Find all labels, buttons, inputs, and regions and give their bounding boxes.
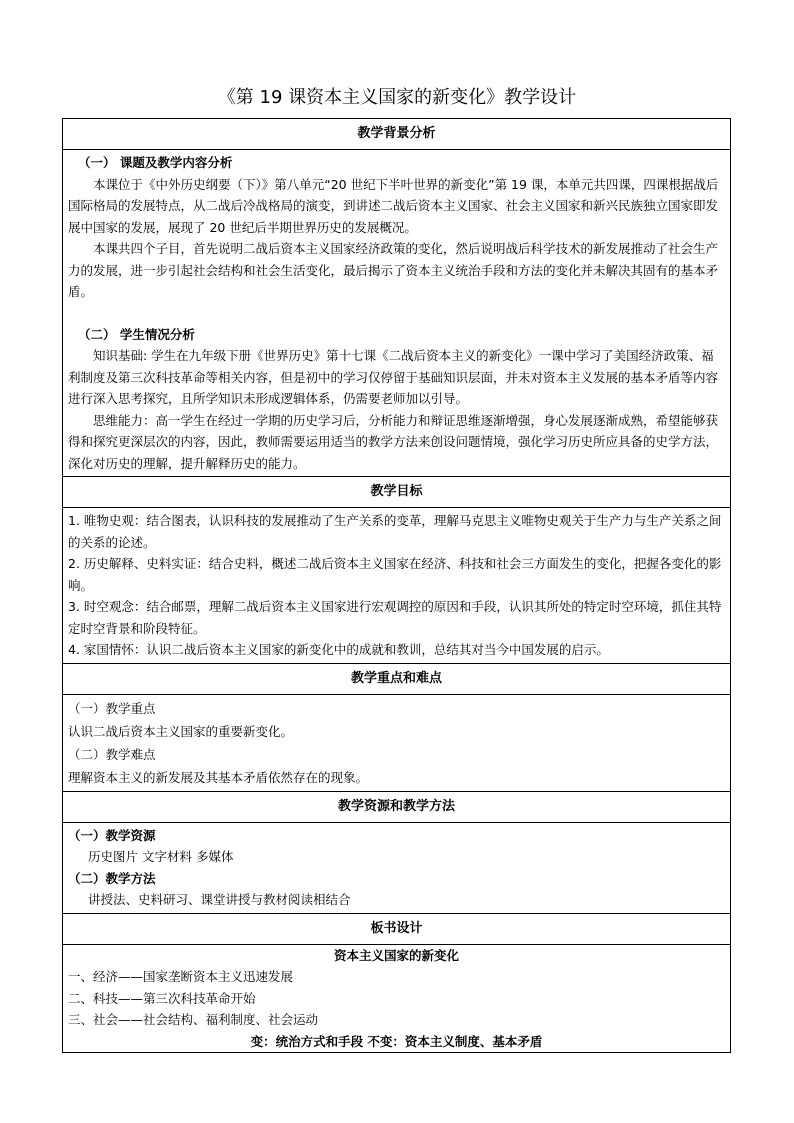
paragraph-knowledge-base: 知识基础: 学生在九年级下册《世界历史》第十七课《二战后资本主义的新变化》一课中学习了美国经济政策、福利制度及第三次科技革命等相关内容，但是初中的学习仅停留于基础知识层面，并未对资本主义发展的基本矛盾等内容进行深入思考探究，且所学知识未形成逻辑体系，仍需要老师加以引导。 <box>68 348 719 406</box>
key-point-text: 认识二战后资本主义国家的重要新变化。 <box>68 723 294 739</box>
resources-text: 历史图片 文字材料 多媒体 <box>88 849 234 864</box>
paragraph-thinking-ability: 思维能力：高一学生在经过一学期的历史学习后，分析能力和辩证思维逐渐增强，身心发展逐渐成熟，希望能够获得和探究更深层次的内容，因此，教师需要运用适当的教学方法来创设问题情境，强化学习历史所应具备的史学方法，深化对历史的理解，提升解释历史的能力。 <box>68 412 719 471</box>
key-point-label: （一）教学重点 <box>68 700 156 716</box>
goal-item: 4. 家国情怀：认识二战后资本主义国家的新变化中的成就和教训，总结其对当今中国发展的启示。 <box>68 642 609 657</box>
background-cell <box>63 150 730 477</box>
subheading-content-analysis: （一） 课题及教学内容分析 <box>78 155 233 170</box>
goal-item: 1. 唯物史观：结合图表，认识科技的发展推动了生产关系的变革，理解马克思主义唯物史观关于生产力与生产关系之间的关系的论述。 <box>68 513 722 550</box>
section-header-board: 板书设计 <box>63 914 730 945</box>
section-header-key-points: 教学重点和难点 <box>63 664 730 695</box>
spacer <box>68 303 725 324</box>
methods-label: （二）教学方法 <box>68 870 156 886</box>
board-line: 一、经济——国家垄断资本主义迅速发展 <box>68 969 294 984</box>
document-title: 《第 19 课资本主义国家的新变化》教学设计 <box>217 87 577 108</box>
resources-cell <box>63 823 730 914</box>
board-line: 三、社会——社会结构、福利制度、社会运动 <box>68 1012 319 1027</box>
board-line: 二、科技——第三次科技革命开始 <box>68 990 256 1006</box>
section-header-background: 教学背景分析 <box>63 119 730 150</box>
methods-text: 讲授法、史料研习、课堂讲授与教材阅读相结合 <box>88 892 351 907</box>
resources-label: （一）教学资源 <box>68 827 156 843</box>
paragraph-lesson-position: 本课位于《中外历史纲要（下）》第八单元“20 世纪下半叶世界的新变化”第 19 课，本单元共四课，四课根据战后国际格局的发展特点，从二战后冷战格局的演变，到讲述二战后资本主义国家、社会主义国家和新兴民族独立国家即发展中国家的发展，展现了 20 世纪后半期世界历史的发展概况。 <box>68 176 719 235</box>
goal-item: 2. 历史解释、史料实证：结合史料，概述二战后资本主义国家在经济、科技和社会三方面发生的变化，把握各变化的影响。 <box>68 556 722 593</box>
board-cell <box>63 945 730 1053</box>
section-header-resources: 教学资源和教学方法 <box>63 792 730 823</box>
goals-cell <box>63 508 730 664</box>
paragraph-lesson-structure: 本课共四个子目，首先说明二战后资本主义国家经济政策的变化，然后说明战后科学技术的新发展推动了社会生产力的发展，进一步引起社会结构和社会生活变化，最后揭示了资本主义统治手段和方法的变化并未解决其固有的基本矛盾。 <box>68 241 719 299</box>
difficulty-text: 理解资本主义的新发展及其基本矛盾依然存在的现象。 <box>68 769 369 785</box>
subheading-student-analysis: （二） 学生情况分析 <box>78 326 195 342</box>
board-summary: 变：统治方式和手段 不变：资本主义制度、基本矛盾 <box>250 1033 543 1049</box>
section-header-goals: 教学目标 <box>63 477 730 508</box>
board-title: 资本主义国家的新变化 <box>333 947 459 963</box>
difficulty-label: （二）教学难点 <box>68 746 156 762</box>
goal-item: 3. 时空观念：结合邮票，理解二战后资本主义国家进行宏观调控的原因和手段，认识其所处的特定时空环境，抓住其特定时空背景和阶段特征。 <box>68 599 722 636</box>
lesson-plan-table <box>62 118 731 1053</box>
key-points-cell <box>63 695 730 792</box>
